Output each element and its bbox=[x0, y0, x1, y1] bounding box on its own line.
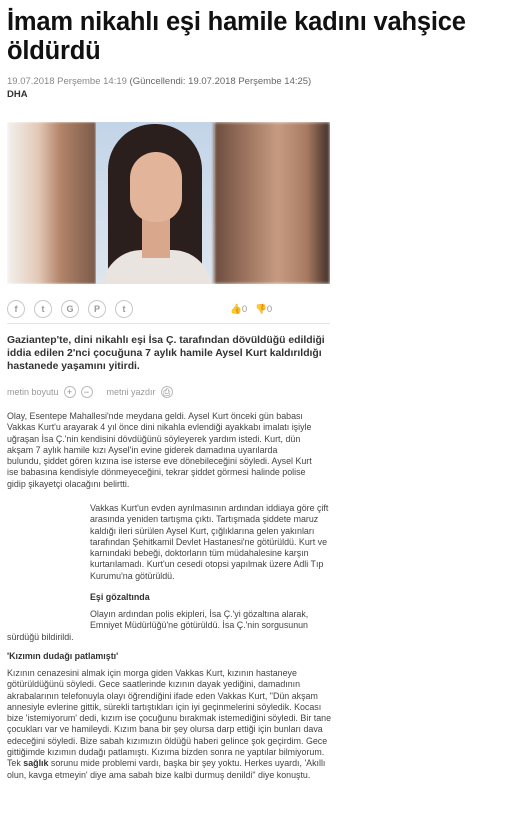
news-source: DHA bbox=[7, 89, 28, 100]
printer-icon[interactable]: ⎙ bbox=[161, 386, 173, 398]
article-dates bbox=[7, 76, 311, 87]
health-link[interactable]: sağlık bbox=[23, 758, 49, 769]
photo-portrait bbox=[96, 122, 214, 284]
font-decrease-button[interactable]: − bbox=[81, 386, 93, 398]
photo-right-blur bbox=[214, 122, 330, 284]
vote-counts bbox=[230, 304, 272, 315]
subheading-1: Eşi gözaltında bbox=[90, 592, 150, 602]
article-title: İmam nikahlı eşi hamile kadını vahşice öldürdü bbox=[7, 8, 466, 65]
published-date: 19.07.2018 Perşembe 14:19 bbox=[7, 76, 127, 87]
facebook-icon[interactable]: f bbox=[7, 300, 25, 318]
pinterest-icon[interactable]: P bbox=[88, 300, 106, 318]
body-paragraph-1: Olay, Esentepe Mahallesi'nde meydana geldi. Aysel Kurt önceki gün babası Vakkas Kurt'u arayarak 4 yıl önce dini nikahla evlendiği ayakkabı imalatı işiyle uğraşan İsa Ç.'nin kendisini dövdüğünü söyleyerek yardım istedi. Kurt, dün akşam 7 aylık hamile kızı Aysel'in evine giderek damadına uyarılarda bulundu, şiddet gören kızına ise isterse eve dönebileceğini söyledi. Aysel Kurt ise babasına kendisiyle dönmeyeceğini, tekrar şiddet görmesi halinde polise gidip şikayetçi olacağını belirtti. bbox=[7, 411, 312, 489]
body-paragraph-3: Olayın ardından polis ekipleri, İsa Ç.'yi gözaltına alarak, Emniyet Müdürlüğü'ne götürüldü. İsa Ç.'nin sorgusunun bbox=[90, 609, 309, 631]
print-label[interactable]: metni yazdır bbox=[106, 387, 156, 397]
thumbs-up-icon: 👍 bbox=[230, 304, 242, 315]
twitter-icon[interactable]: t bbox=[34, 300, 52, 318]
photo-left-blur bbox=[7, 122, 96, 284]
text-tools bbox=[7, 386, 173, 398]
updated-date: (Güncellendi: 19.07.2018 Perşembe 14:25) bbox=[129, 76, 312, 87]
subheading-2: 'Kızımın dudağı patlamıştı' bbox=[7, 651, 119, 661]
font-increase-button[interactable]: + bbox=[64, 386, 76, 398]
body-paragraph-3-end: sürdüğü bildirildi. bbox=[7, 632, 74, 642]
tumblr-icon[interactable]: t bbox=[115, 300, 133, 318]
body-paragraph-2: Vakkas Kurt'un evden ayrılmasının ardından iddiaya göre çift arasında yeniden tartışma çıktı. Tartışmada şiddete maruz kaldığı ileri sürülen Aysel Kurt, çığlıklarına gelen yakınları tarafından Şehitkamil Devlet Hastanesi'ne götürüldü. Kurt ve karnındaki bebeği, doktorların tüm müdahalesine karşın kurtarılamadı. Kurt'un cesedi otopsi yapılmak üzere Adli Tıp Kurumu'na götürüldü. bbox=[90, 503, 329, 581]
article-photo bbox=[7, 122, 330, 284]
font-size-label: metin boyutu bbox=[7, 387, 59, 397]
divider bbox=[7, 323, 330, 324]
article-lead: Gaziantep'te, dini nikahlı eşi İsa Ç. tarafından dövüldüğü edildiği iddia edilen 2'nci çocuğuna 7 aylık hamile Aysel Kurt kaldırıldığı hastanede yaşamını yitirdi. bbox=[7, 335, 325, 372]
google-plus-icon[interactable]: G bbox=[61, 300, 79, 318]
thumbs-down-icon: 👎 bbox=[255, 304, 267, 315]
dislike-button[interactable]: 👎0 bbox=[255, 304, 273, 315]
share-bar bbox=[7, 300, 142, 318]
like-button[interactable]: 👍0 bbox=[230, 304, 248, 315]
body-paragraph-4: Kızının cenazesini almak için morga giden Vakkas Kurt, kızının hastaneye götürüldüğünü söyledi. Gece saatlerinde kızının dayak yediğini, damadının akrabalarının telefonuyla olayı öğrendiğini ifade eden Vakkas Kurt, "Dün akşam annesiyle evlerine gittik, sürekli tartıştıkları için iyi geçinmelerini söyledik. Kocası bize 'istemiyorum' dedi, kızım ise çocuğunu bırakmak istemediğini söyledi. Bir tane çocukları var ve hamileydi. Kızım bana bir şey olursa darp ettiği için bunları dava edeceğini söyledi. Bize sabah kızımızın öldüğü haberi gelince şok geçirdim. Gece gittiğimde kızımın dudağı patlamıştı. Kızıma bizden sonra ne yaptılar bilmiyorum. Tek sağlık sorunu mide problemi vardı, başka bir şey yoktu. Herkes uyardı, 'Akıllı olun, kavga etmeyin' diye ama sabah bize kalbi durmuş denildi" diye konuştu. bbox=[7, 668, 332, 780]
